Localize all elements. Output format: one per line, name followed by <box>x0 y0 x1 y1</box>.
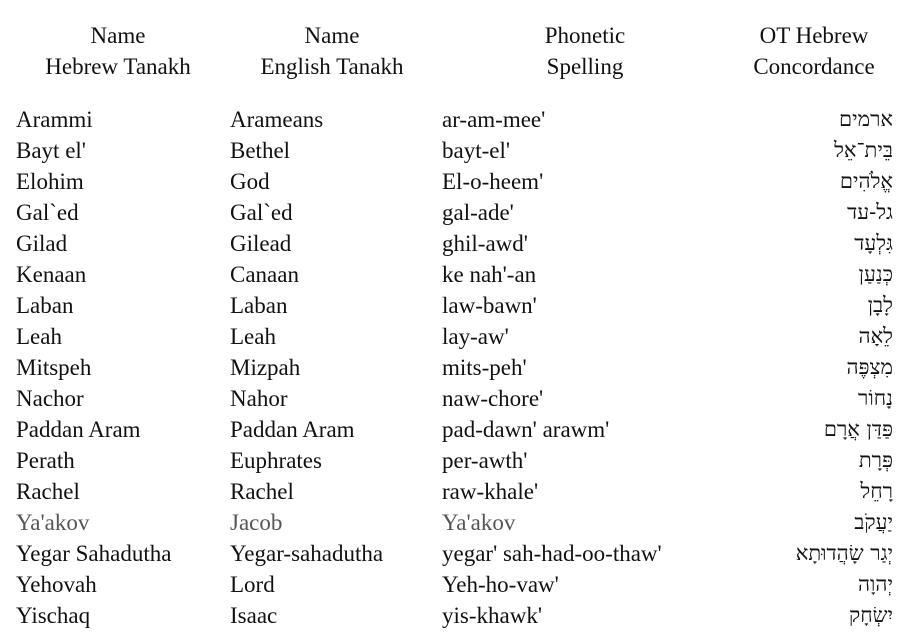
table-body <box>0 104 914 631</box>
table-row <box>0 569 914 600</box>
header-hebrew-name <box>18 20 218 82</box>
cell-hebrew-script: לָבָן <box>867 293 893 317</box>
cell-hebrew-script: מִצְפֶּה <box>846 355 893 379</box>
cell-phonetic: law-bawn' <box>442 293 537 318</box>
cell-hebrew-name: Yegar Sahadutha <box>16 541 172 566</box>
table-row <box>0 414 914 445</box>
cell-english-name: Arameans <box>230 107 324 132</box>
cell-phonetic: ar-am-mee' <box>442 107 546 132</box>
cell-english-name: Leah <box>230 324 276 349</box>
cell-english-name: Rachel <box>230 479 294 504</box>
cell-phonetic: Ya'akov <box>442 510 516 535</box>
cell-english-name: Bethel <box>230 138 291 163</box>
cell-hebrew-name: Rachel <box>16 479 80 504</box>
cell-phonetic: El-o-heem' <box>442 169 544 194</box>
cell-hebrew-script: יִשְׂחָק <box>848 603 893 627</box>
cell-phonetic: per-awth' <box>442 448 528 473</box>
table-row <box>0 445 914 476</box>
cell-hebrew-script: לֵאָה <box>858 324 893 348</box>
cell-hebrew-name: Gal`ed <box>16 200 79 225</box>
cell-english-name: Gilead <box>230 231 292 256</box>
cell-hebrew-script: נָחוֹר <box>858 386 893 410</box>
cell-phonetic: yis-khawk' <box>442 603 542 628</box>
cell-phonetic: ke nah'-an <box>442 262 537 287</box>
table-row <box>0 104 914 135</box>
cell-hebrew-name: Yischaq <box>16 603 91 628</box>
cell-hebrew-script: בֵּית־אֵל <box>834 138 893 162</box>
header-concordance-line1: OT Hebrew <box>759 23 869 48</box>
cell-hebrew-script: גִּלְעָד <box>854 231 893 255</box>
cell-english-name: Mizpah <box>230 355 301 380</box>
table-row <box>0 600 914 631</box>
cell-phonetic: Yeh-ho-vaw' <box>442 572 559 597</box>
table-row <box>0 321 914 352</box>
cell-hebrew-name: Gilad <box>16 231 68 256</box>
cell-hebrew-name: Perath <box>16 448 75 473</box>
cell-hebrew-name: Kenaan <box>16 262 87 287</box>
cell-hebrew-script: פְּרָת <box>858 448 893 472</box>
cell-english-name: Canaan <box>230 262 299 287</box>
table-row <box>0 476 914 507</box>
cell-hebrew-script: יְגַר שָׂהֲדוּתָא <box>795 541 893 565</box>
table-row <box>0 135 914 166</box>
cell-phonetic: ghil-awd' <box>442 231 528 256</box>
header-english-name-line1: Name <box>304 23 360 48</box>
cell-phonetic: raw-khale' <box>442 479 539 504</box>
table-row <box>0 259 914 290</box>
header-phonetic <box>480 20 690 82</box>
cell-phonetic: lay-aw' <box>442 324 509 349</box>
cell-hebrew-name: Laban <box>16 293 74 318</box>
cell-phonetic: pad-dawn' arawm' <box>442 417 610 442</box>
header-concordance-line2: Concordance <box>753 54 875 79</box>
header-english-name-line2: English Tanakh <box>260 54 404 79</box>
cell-hebrew-script: אֱלֹהִים <box>839 169 893 193</box>
table-row <box>0 352 914 383</box>
cell-hebrew-name: Mitspeh <box>16 355 92 380</box>
table-row <box>0 197 914 228</box>
cell-hebrew-script: ארמים <box>839 107 893 131</box>
cell-phonetic: mits-peh' <box>442 355 527 380</box>
header-english-name <box>232 20 432 82</box>
table-row <box>0 507 914 538</box>
cell-hebrew-name: Yehovah <box>16 572 97 597</box>
cell-phonetic: gal-ade' <box>442 200 514 225</box>
table-row <box>0 228 914 259</box>
cell-hebrew-script: יְהוָה <box>857 572 893 596</box>
cell-english-name: Paddan Aram <box>230 417 355 442</box>
header-hebrew-name-line2: Hebrew Tanakh <box>45 54 191 79</box>
header-hebrew-name-line1: Name <box>90 23 146 48</box>
cell-phonetic: naw-chore' <box>442 386 544 411</box>
cell-phonetic: yegar' sah-had-oo-thaw' <box>442 541 662 566</box>
cell-hebrew-name: Arammi <box>16 107 93 132</box>
table-row <box>0 290 914 321</box>
cell-english-name: Lord <box>230 572 275 597</box>
cell-english-name: Yegar-sahadutha <box>230 541 384 566</box>
cell-hebrew-script: רָחֵל <box>860 479 893 503</box>
cell-hebrew-name: Bayt el' <box>16 138 86 163</box>
cell-hebrew-name: Ya'akov <box>16 510 90 535</box>
cell-hebrew-script: גל-עד <box>847 200 893 224</box>
header-phonetic-line2: Spelling <box>546 54 624 79</box>
cell-english-name: Euphrates <box>230 448 322 473</box>
cell-hebrew-name: Elohim <box>16 169 84 194</box>
cell-english-name: Laban <box>230 293 288 318</box>
cell-english-name: Gal`ed <box>230 200 293 225</box>
table-row <box>0 538 914 569</box>
cell-hebrew-name: Paddan Aram <box>16 417 141 442</box>
cell-phonetic: bayt-el' <box>442 138 511 163</box>
header-phonetic-line1: Phonetic <box>544 23 626 48</box>
header-concordance <box>714 20 914 82</box>
cell-english-name: Jacob <box>230 510 283 535</box>
table-row <box>0 383 914 414</box>
cell-hebrew-name: Nachor <box>16 386 84 411</box>
table-row <box>0 166 914 197</box>
cell-hebrew-script: כְּנַעַן <box>858 262 893 286</box>
cell-hebrew-name: Leah <box>16 324 62 349</box>
cell-english-name: Isaac <box>230 603 278 628</box>
cell-english-name: Nahor <box>230 386 288 411</box>
cell-hebrew-script: יַעֲקֹב <box>854 510 893 534</box>
cell-english-name: God <box>230 169 270 194</box>
cell-hebrew-script: פַּדַּן אֲרָם <box>823 417 893 441</box>
